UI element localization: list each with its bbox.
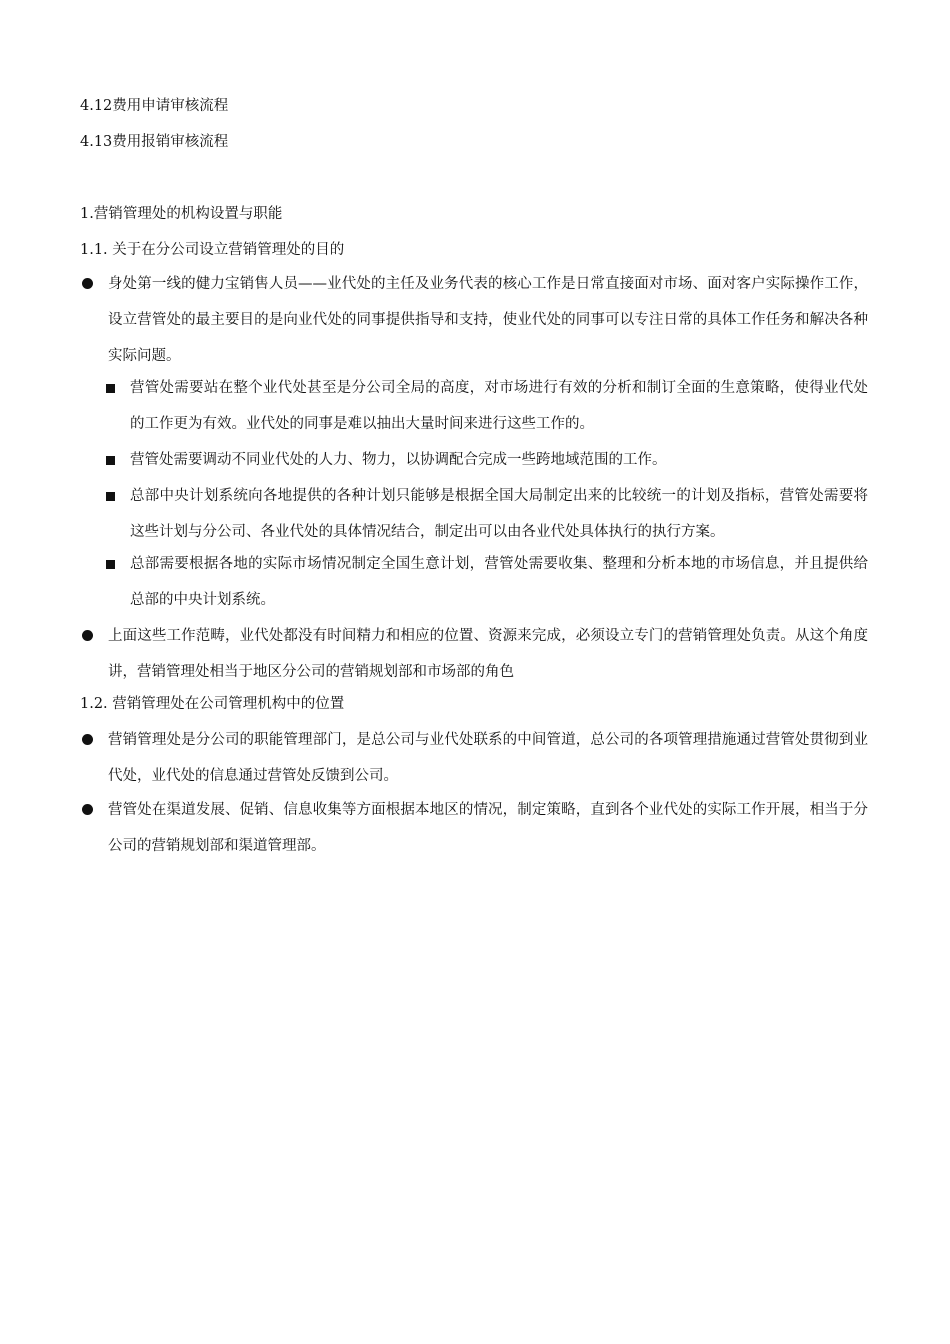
sub-bullet-paragraph: 总部中央计划系统向各地提供的各种计划只能够是根据全国大局制定出来的比较统一的计划及指标，营管处需要将这些计划与分公司、各业代处的具体情况结合，制定出可以由各业代处具体执行的执行方案。 — [130, 488, 868, 540]
bullet-square-icon — [106, 492, 115, 501]
toc-item-4-12: 4.12费用申请审核流程 — [80, 98, 229, 114]
bullet-square-icon — [106, 456, 115, 465]
section-1-1-heading: 1.1. 关于在分公司设立营销管理处的目的 — [80, 242, 345, 258]
bullet-dot-icon — [82, 278, 93, 289]
bullet-dot-icon — [82, 804, 93, 815]
bullet-paragraph: 营销管理处是分公司的职能管理部门，是总公司与业代处联系的中间管道，总公司的各项管理措施通过营管处贯彻到业代处，业代处的信息通过营管处反馈到公司。 — [108, 732, 868, 784]
bullet-dot-icon — [82, 734, 93, 745]
bullet-paragraph: 身处第一线的健力宝销售人员——业代处的主任及业务代表的核心工作是日常直接面对市场、面对客户实际操作工作，设立营管处的最主要目的是向业代处的同事提供指导和支持，使业代处的同事可以专注日常的具体工作任务和解决各种实际问题。 — [108, 276, 868, 364]
toc-item-4-13: 4.13费用报销审核流程 — [80, 134, 229, 150]
bullet-square-icon — [106, 384, 115, 393]
section-1-2-heading: 1.2. 营销管理处在公司管理机构中的位置 — [80, 696, 345, 712]
section-1-heading: 1.营销管理处的机构设置与职能 — [80, 206, 283, 222]
bullet-paragraph: 上面这些工作范畴，业代处都没有时间精力和相应的位置、资源来完成，必须设立专门的营销管理处负责。从这个角度讲，营销管理处相当于地区分公司的营销规划部和市场部的角色 — [108, 628, 868, 680]
sub-bullet-paragraph: 总部需要根据各地的实际市场情况制定全国生意计划，营管处需要收集、整理和分析本地的市场信息，并且提供给总部的中央计划系统。 — [130, 556, 868, 608]
bullet-paragraph: 营管处在渠道发展、促销、信息收集等方面根据本地区的情况，制定策略，直到各个业代处的实际工作开展，相当于分公司的营销规划部和渠道管理部。 — [108, 802, 868, 854]
sub-bullet-paragraph: 营管处需要调动不同业代处的人力、物力，以协调配合完成一些跨地域范围的工作。 — [130, 452, 667, 468]
bullet-square-icon — [106, 560, 115, 569]
bullet-dot-icon — [82, 630, 93, 641]
sub-bullet-paragraph: 营管处需要站在整个业代处甚至是分公司全局的高度，对市场进行有效的分析和制订全面的生意策略，使得业代处的工作更为有效。业代处的同事是难以抽出大量时间来进行这些工作的。 — [130, 380, 868, 432]
